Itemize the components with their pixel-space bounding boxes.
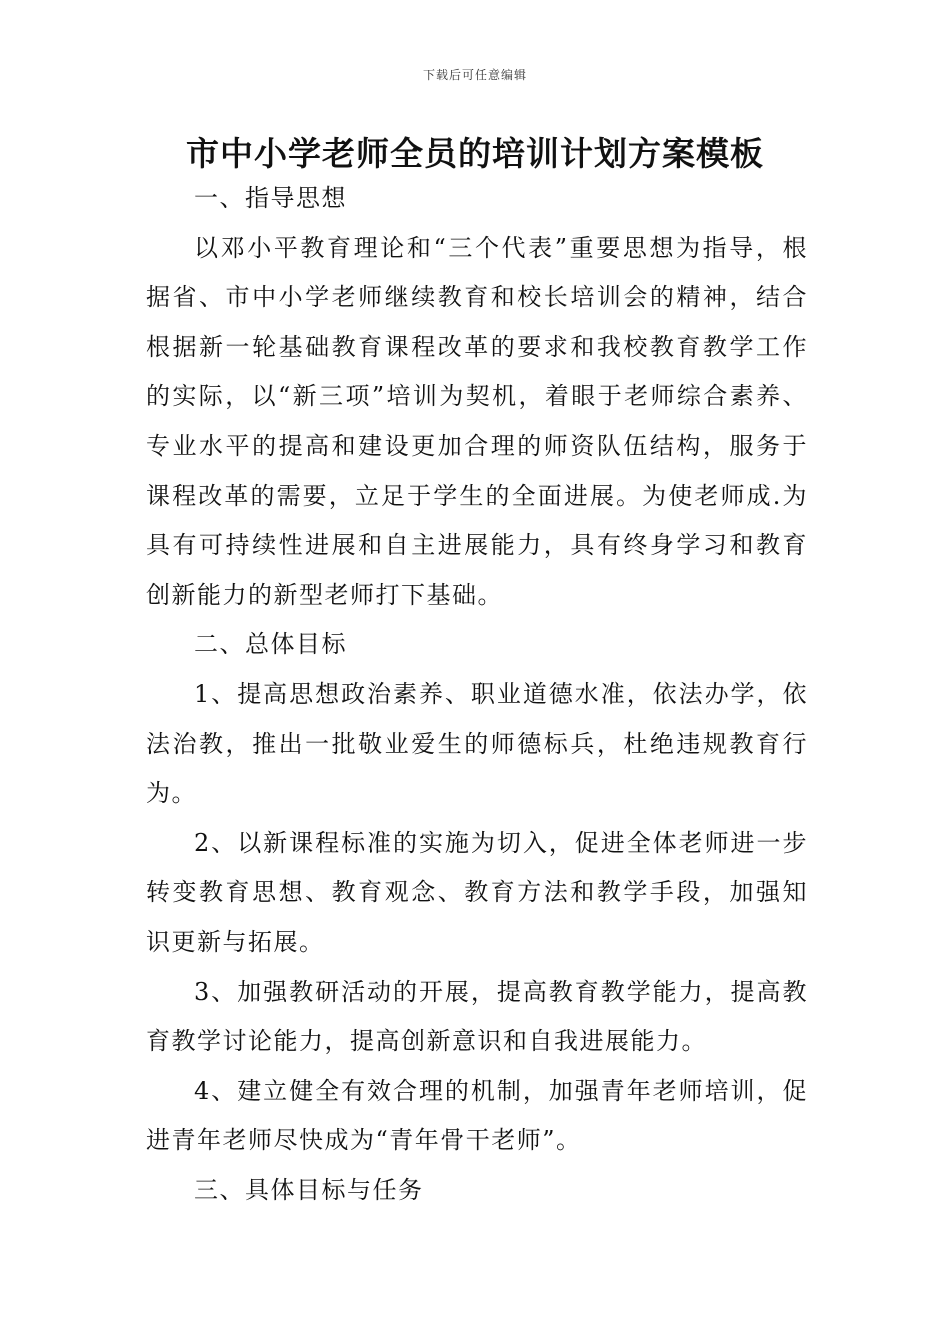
section-heading-3: 三、具体目标与任务 <box>194 1175 424 1204</box>
page-title: 市中小学老师全员的培训计划方案模板 <box>186 134 764 173</box>
document-body <box>146 174 808 1215</box>
section-heading-1: 一、指导思想 <box>194 184 347 212</box>
paragraph-goal-1: 1、提高思想政治素养、职业道德水准，依法办学，依法治教，推出一批敬业爱生的师德标兵，杜绝违规教育行为。 <box>146 679 808 808</box>
paragraph-goal-3: 3、加强教研活动的开展，提高教育教学能力，提高教育教学讨论能力，提高创新意识和自我进展能力。 <box>146 977 808 1056</box>
header-note: 下载后可任意编辑 <box>422 68 527 82</box>
section-heading-2: 二、总体目标 <box>194 630 347 659</box>
paragraph-guiding-ideology: 以邓小平教育理论和“三个代表”重要思想为指导，根据省、市中小学老师继续教育和校长培训会的精神，结合根据新一轮基础教育课程改革的要求和我校教育教学工作的实际，以“新三项”培训为契机，着眼于老师综合素养、专业水平的提高和建设更加合理的师资队伍结构，服务于课程改革的需要，立足于学生的全面进展。为使老师成.为具有可持续性进展和自主进展能力，具有终身学习和教育创新能力的新型老师打下基础。 <box>146 233 808 609</box>
paragraph-goal-2: 2、以新课程标准的实施为切入，促进全体老师进一步转变教育思想、教育观念、教育方法和教学手段，加强知识更新与拓展。 <box>146 828 808 956</box>
paragraph-goal-4: 4、建立健全有效合理的机制，加强青年老师培训，促进青年老师尽快成为“青年骨干老师”。 <box>146 1076 808 1155</box>
